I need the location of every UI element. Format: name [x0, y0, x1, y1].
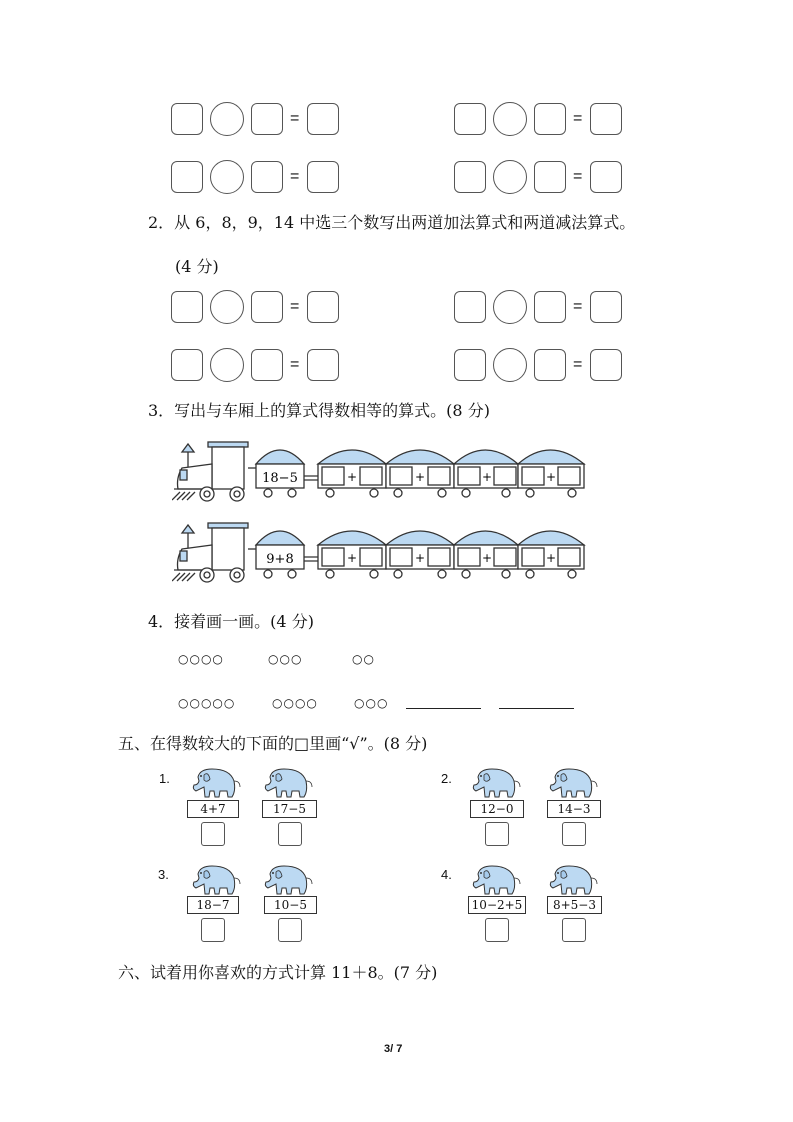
- elephant-icon: [262, 767, 314, 801]
- expression-box: 18−7: [187, 896, 239, 914]
- plus-sign: +: [414, 470, 426, 484]
- answer-box[interactable]: [171, 291, 203, 323]
- answer-box[interactable]: [251, 291, 283, 323]
- circle-pattern-3: ○○: [352, 652, 375, 666]
- expression-box: 4+7: [187, 800, 239, 818]
- plus-sign: +: [481, 551, 493, 565]
- equals-sign: =: [573, 298, 583, 315]
- plus-sign: +: [545, 470, 557, 484]
- answer-box[interactable]: [534, 291, 566, 323]
- answer-box[interactable]: [171, 349, 203, 381]
- result-box[interactable]: [307, 349, 339, 381]
- train-illustration-2: [172, 519, 588, 585]
- answer-box[interactable]: [454, 161, 486, 193]
- train-1-first-expression: 18−5: [262, 471, 298, 486]
- result-box[interactable]: [590, 161, 622, 193]
- equals-sign: =: [573, 356, 583, 373]
- circle-pattern-5: ○○○○: [272, 696, 318, 710]
- answer-blank-2[interactable]: [499, 708, 574, 709]
- answer-box[interactable]: [534, 161, 566, 193]
- operator-circle[interactable]: [493, 348, 527, 382]
- section-5-title: 五、在得数较大的下面的□里画“√”。(8 分): [118, 734, 428, 753]
- check-box[interactable]: [562, 918, 586, 942]
- question-3-text: 3．写出与车厢上的算式得数相等的算式。(8 分): [148, 401, 490, 420]
- expression-box: 8+5−3: [547, 896, 602, 914]
- plus-sign: +: [481, 470, 493, 484]
- operator-circle[interactable]: [493, 102, 527, 136]
- operator-circle[interactable]: [493, 160, 527, 194]
- check-box[interactable]: [201, 918, 225, 942]
- answer-box[interactable]: [534, 349, 566, 381]
- check-box[interactable]: [485, 918, 509, 942]
- expression-box: 17−5: [262, 800, 317, 818]
- elephant-icon: [547, 767, 599, 801]
- elephant-icon: [190, 767, 242, 801]
- answer-box[interactable]: [251, 349, 283, 381]
- train-illustration-1: [172, 438, 588, 504]
- result-box[interactable]: [307, 103, 339, 135]
- check-box[interactable]: [562, 822, 586, 846]
- plus-sign: +: [346, 551, 358, 565]
- check-box[interactable]: [278, 918, 302, 942]
- answer-box[interactable]: [171, 161, 203, 193]
- answer-box[interactable]: [171, 103, 203, 135]
- elephant-icon: [470, 767, 522, 801]
- question-4-text: 4．接着画一画。(4 分): [148, 612, 314, 631]
- group-3-label: 3.: [158, 867, 169, 882]
- plus-sign: +: [346, 470, 358, 484]
- answer-box[interactable]: [251, 103, 283, 135]
- answer-blank-1[interactable]: [406, 708, 481, 709]
- result-box[interactable]: [590, 103, 622, 135]
- elephant-icon: [547, 864, 599, 898]
- check-box[interactable]: [278, 822, 302, 846]
- expression-box: 10−2+5: [468, 896, 526, 914]
- result-box[interactable]: [307, 161, 339, 193]
- question-2-score: (4 分): [175, 257, 219, 276]
- plus-sign: +: [545, 551, 557, 565]
- equals-sign: =: [573, 168, 583, 185]
- group-1-label: 1.: [159, 771, 170, 786]
- check-box[interactable]: [485, 822, 509, 846]
- result-box[interactable]: [590, 349, 622, 381]
- check-box[interactable]: [201, 822, 225, 846]
- equals-sign: =: [290, 298, 300, 315]
- operator-circle[interactable]: [493, 290, 527, 324]
- group-2-label: 2.: [441, 771, 452, 786]
- circle-pattern-1: ○○○○: [178, 652, 224, 666]
- result-box[interactable]: [590, 291, 622, 323]
- equals-sign: =: [573, 110, 583, 127]
- answer-box[interactable]: [454, 291, 486, 323]
- operator-circle[interactable]: [210, 102, 244, 136]
- answer-box[interactable]: [251, 161, 283, 193]
- answer-box[interactable]: [454, 349, 486, 381]
- expression-box: 14−3: [547, 800, 601, 818]
- section-6-title: 六、试着用你喜欢的方式计算 11＋8。(7 分): [118, 963, 438, 982]
- operator-circle[interactable]: [210, 290, 244, 324]
- answer-box[interactable]: [534, 103, 566, 135]
- group-4-label: 4.: [441, 867, 452, 882]
- train-2-first-expression: 9+8: [266, 552, 294, 567]
- expression-box: 10−5: [264, 896, 317, 914]
- elephant-icon: [190, 864, 242, 898]
- equals-sign: =: [290, 356, 300, 373]
- circle-pattern-2: ○○○: [268, 652, 303, 666]
- operator-circle[interactable]: [210, 160, 244, 194]
- result-box[interactable]: [307, 291, 339, 323]
- circle-pattern-6: ○○○: [354, 696, 389, 710]
- question-2-text: 2．从 6，8，9，14 中选三个数写出两道加法算式和两道减法算式。: [148, 213, 636, 232]
- equals-sign: =: [290, 110, 300, 127]
- equals-sign: =: [290, 168, 300, 185]
- elephant-icon: [262, 864, 314, 898]
- answer-box[interactable]: [454, 103, 486, 135]
- plus-sign: +: [414, 551, 426, 565]
- operator-circle[interactable]: [210, 348, 244, 382]
- page-number: 3/ 7: [384, 1043, 403, 1055]
- elephant-icon: [470, 864, 522, 898]
- circle-pattern-4: ○○○○○: [178, 696, 236, 710]
- expression-box: 12−0: [470, 800, 524, 818]
